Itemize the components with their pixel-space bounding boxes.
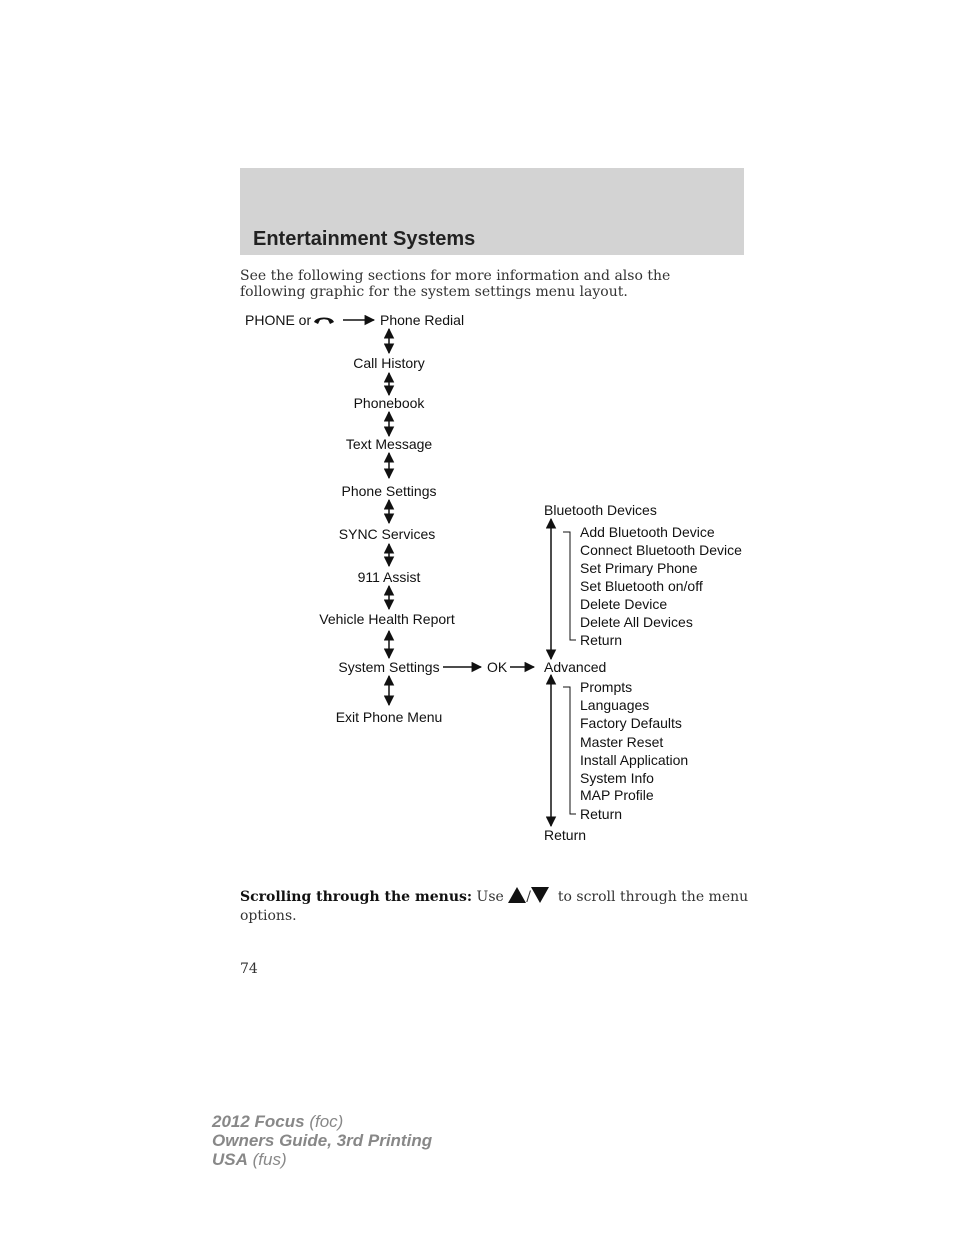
advanced-title: Advanced bbox=[544, 659, 607, 675]
advanced-item: Return bbox=[580, 806, 623, 822]
bluetooth-devices-title: Bluetooth Devices bbox=[544, 502, 657, 518]
bluetooth-item: Connect Bluetooth Device bbox=[580, 542, 742, 558]
footer-region-code: (fus) bbox=[252, 1150, 287, 1169]
advanced-item: Prompts bbox=[580, 679, 633, 695]
footer-region: USA bbox=[212, 1150, 248, 1169]
page-number: 74 bbox=[240, 961, 258, 977]
menu-item-phone-redial: Phone Redial bbox=[380, 312, 465, 328]
bluetooth-item: Delete Device bbox=[580, 596, 668, 612]
bluetooth-bracket bbox=[563, 532, 576, 640]
bluetooth-item: Delete All Devices bbox=[580, 614, 693, 630]
advanced-bracket bbox=[563, 687, 576, 814]
menu-item-text-message: Text Message bbox=[345, 436, 433, 452]
intro-paragraph: See the following sections for more information and also the following graphic for the system settings menu layout. bbox=[240, 268, 671, 300]
advanced-item: MAP Profile bbox=[580, 787, 654, 803]
menu-item-911-assist: 911 Assist bbox=[357, 569, 421, 585]
advanced-item: Factory Defaults bbox=[580, 715, 682, 731]
phone-label: PHONE or bbox=[245, 312, 312, 328]
page-title: Entertainment Systems bbox=[253, 228, 476, 250]
menu-item-vehicle-health-report: Vehicle Health Report bbox=[319, 611, 455, 627]
advanced-item: System Info bbox=[580, 770, 654, 786]
menu-item-sync-services: SYNC Services bbox=[338, 526, 436, 542]
advanced-item: Languages bbox=[580, 697, 650, 713]
scrolling-slash: / bbox=[526, 889, 531, 905]
menu-item-exit-phone-menu: Exit Phone Menu bbox=[335, 709, 443, 725]
menu-item-phone-settings: Phone Settings bbox=[341, 483, 437, 499]
menu-item-system-settings: System Settings bbox=[338, 659, 440, 675]
bluetooth-item: Set Bluetooth on/off bbox=[580, 578, 703, 594]
footer-model: 2012 Focus bbox=[212, 1112, 305, 1131]
advanced-item: Install Application bbox=[580, 752, 689, 768]
bluetooth-item: Return bbox=[580, 632, 623, 648]
scrolling-paragraph bbox=[240, 887, 750, 926]
menu-item-phonebook: Phonebook bbox=[353, 395, 425, 411]
scrolling-lead: Scrolling through the menus: bbox=[240, 889, 473, 905]
footer-model-code: (foc) bbox=[309, 1112, 344, 1131]
footer-guide: Owners Guide, 3rd Printing bbox=[212, 1131, 433, 1150]
scrolling-rest: to scroll through the menu options. bbox=[240, 889, 749, 924]
final-return-label: Return bbox=[544, 827, 587, 843]
scrolling-use: Use bbox=[476, 889, 504, 905]
footer-imprint bbox=[212, 1112, 432, 1169]
ok-label: OK bbox=[487, 659, 508, 675]
triangle-up-icon bbox=[508, 887, 526, 903]
phone-handset-icon bbox=[314, 318, 334, 325]
bluetooth-item: Set Primary Phone bbox=[580, 560, 698, 576]
advanced-item: Master Reset bbox=[580, 734, 664, 750]
triangle-down-icon bbox=[531, 887, 549, 903]
menu-item-call-history: Call History bbox=[353, 355, 425, 371]
bluetooth-item: Add Bluetooth Device bbox=[580, 524, 715, 540]
